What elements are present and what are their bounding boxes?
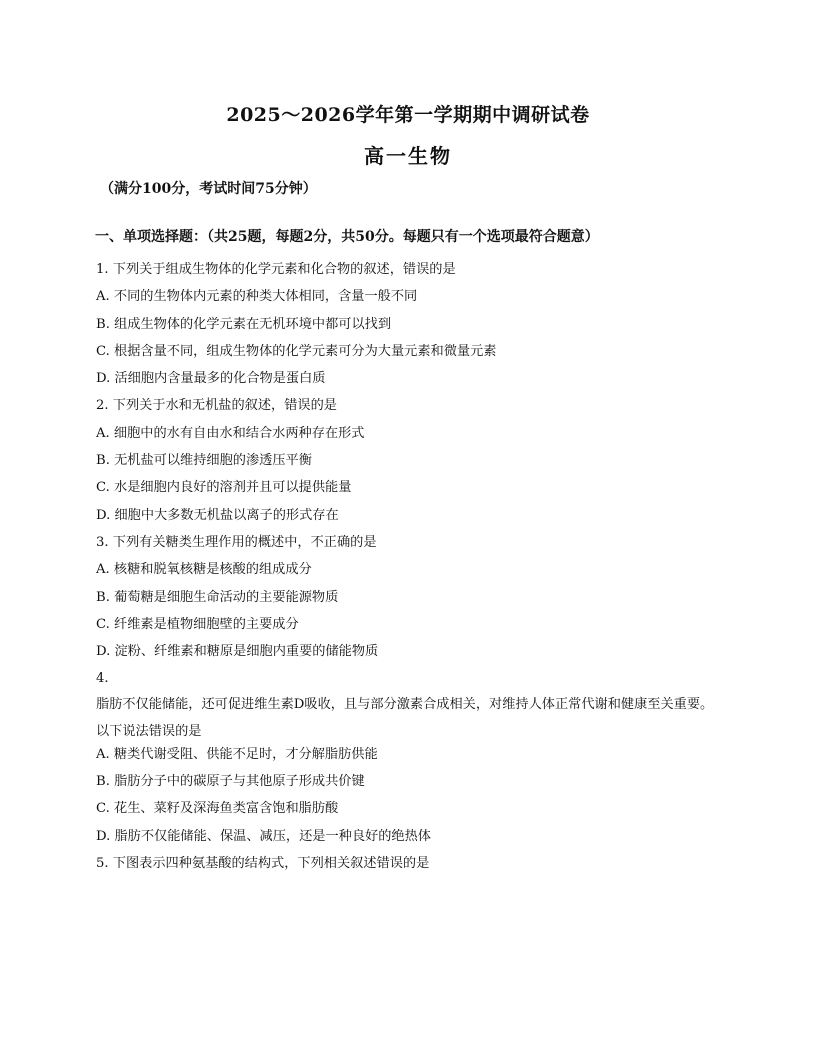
question-option: A. 糖类代谢受阻、供能不足时，才分解脂肪供能 bbox=[96, 746, 378, 762]
question-option: B. 葡萄糖是细胞生命活动的主要能源物质 bbox=[96, 589, 339, 605]
question-stem: 2. 下列关于水和无机盐的叙述，错误的是 bbox=[96, 398, 337, 414]
question-option: D. 淀粉、纤维素和糖原是细胞内重要的储能物质 bbox=[96, 644, 379, 660]
question-option: D. 脂肪不仅能储能、保温、减压，还是一种良好的绝热体 bbox=[96, 828, 431, 844]
exam-note: （满分100分，考试时间75分钟） bbox=[100, 181, 317, 197]
question-option: D. 细胞中大多数无机盐以离子的形式存在 bbox=[96, 507, 339, 523]
section-heading: 一、单项选择题：（共25题，每题2分，共50分。每题只有一个选项最符合题意） bbox=[95, 229, 599, 245]
exam-title: 2025～2026学年第一学期期中调研试卷 bbox=[226, 104, 590, 126]
question-option: C. 纤维素是植物细胞壁的主要成分 bbox=[96, 616, 299, 632]
question-option: C. 花生、菜籽及深海鱼类富含饱和脂肪酸 bbox=[96, 801, 339, 817]
question-option: A. 不同的生物体内元素的种类大体相同，含量一般不同 bbox=[96, 289, 418, 305]
question-list bbox=[96, 260, 726, 881]
question-option: C. 根据含量不同，组成生物体的化学元素可分为大量元素和微量元素 bbox=[96, 343, 497, 359]
question-option: A. 核糖和脱氧核糖是核酸的组成成分 bbox=[96, 562, 312, 578]
question-option: A. 细胞中的水有自由水和结合水两种存在形式 bbox=[96, 425, 365, 441]
question-stem: 1. 下列关于组成生物体的化学元素和化合物的叙述，错误的是 bbox=[96, 262, 456, 277]
question-stem: 5. 下图表示四种氨基酸的结构式，下列相关叙述错误的是 bbox=[96, 855, 430, 871]
exam-subject: 高一生物 bbox=[364, 144, 452, 168]
question-stem: 3. 下列有关糖类生理作用的概述中，不正确的是 bbox=[96, 534, 377, 550]
question-number: 4. bbox=[96, 671, 109, 687]
question-option: B. 无机盐可以维持细胞的渗透压平衡 bbox=[96, 453, 312, 469]
question-option: B. 组成生物体的化学元素在无机环境中都可以找到 bbox=[96, 316, 392, 332]
question-option: D. 活细胞内含量最多的化合物是蛋白质 bbox=[96, 371, 326, 387]
question-stem: 脂肪不仅能储能，还可促进维生素D吸收，且与部分激素合成相关，对维持人体正常代谢和健康至关重要。以下说法错误的是 bbox=[96, 696, 714, 739]
question-option: C. 水是细胞内良好的溶剂并且可以提供能量 bbox=[96, 480, 352, 496]
question-option: B. 脂肪分子中的碳原子与其他原子形成共价键 bbox=[96, 774, 365, 790]
